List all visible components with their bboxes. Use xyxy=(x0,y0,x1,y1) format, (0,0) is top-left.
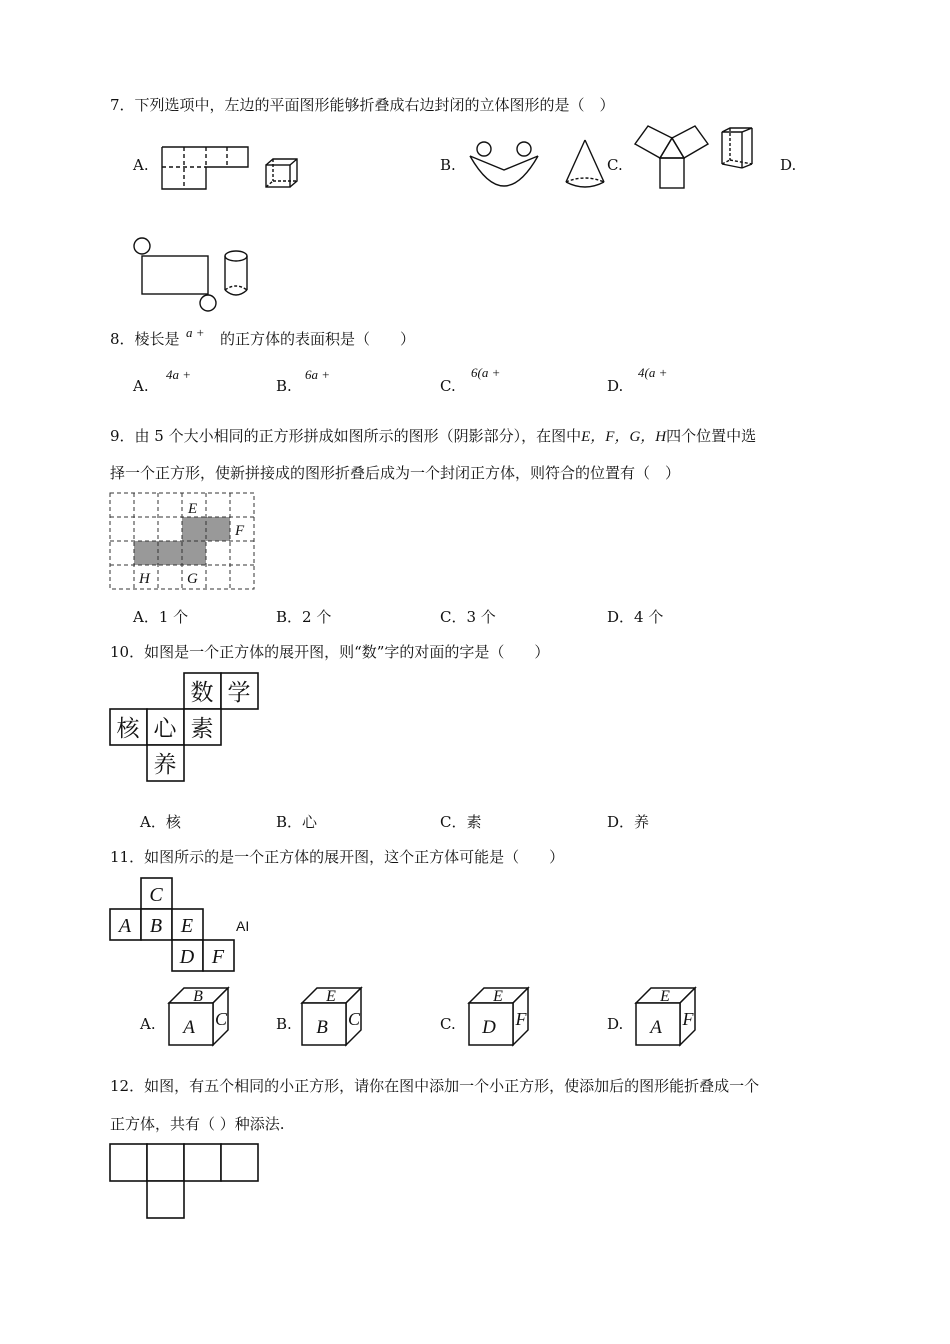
q11-d-front: A xyxy=(650,1017,662,1038)
q11-b-front: B xyxy=(316,1017,328,1038)
q8-stem-expr: a + xyxy=(186,325,205,340)
q8-option-d-expr: 4(a + xyxy=(638,365,668,380)
q8-option-b-expr: 6a + xyxy=(305,367,331,382)
q7-option-c-label[interactable]: C. xyxy=(607,156,623,174)
q9-label-g: G xyxy=(187,571,198,587)
q11-b-side: C xyxy=(347,1009,361,1029)
q11-net-letter-e: E xyxy=(180,915,194,937)
q11-b-top: E xyxy=(326,988,336,1005)
q11-net-letter-b: B xyxy=(149,915,163,937)
q7-option-a-figure xyxy=(160,145,300,193)
q10-option-d[interactable]: D．养 xyxy=(607,813,650,831)
q11-net-letter-f: F xyxy=(211,946,225,968)
q7-option-c-figure xyxy=(632,124,762,192)
q9-grid-figure xyxy=(110,493,256,591)
q11-d-top: E xyxy=(660,988,670,1005)
q8-option-c-label[interactable]: C. xyxy=(440,377,456,395)
q7-option-b-figure xyxy=(468,138,608,194)
q10-net-char-3: 核 xyxy=(116,716,140,741)
watermark-ai: AI xyxy=(236,918,250,934)
q11-option-b-label[interactable]: B. xyxy=(276,1015,292,1033)
q11-d-side: F xyxy=(682,1009,694,1029)
q10-net-char-6: 养 xyxy=(153,752,177,777)
q11-option-a-label[interactable]: A. xyxy=(140,1015,156,1033)
q7-option-b-label[interactable]: B. xyxy=(440,156,456,174)
q11-net-letter-c: C xyxy=(149,884,163,906)
q11-option-d-cube xyxy=(634,985,698,1047)
q9-option-b[interactable]: B．2 个 xyxy=(276,608,332,626)
q9-label-h: H xyxy=(139,571,150,587)
q11-c-front: D xyxy=(482,1017,496,1038)
q11-option-d-label[interactable]: D. xyxy=(607,1015,624,1033)
q9-stem-line2: 择一个正方形，使新拼接成的图形折叠后成为一个封闭正方体，则符合的位置有（ ） xyxy=(110,464,681,482)
q12-stem-line1: 12．如图，有五个相同的小正方形，请你在图中添加一个小正方形，使添加后的图形能折叠成一个 xyxy=(110,1077,760,1095)
q8-option-d-label[interactable]: D. xyxy=(607,377,624,395)
q8-option-a-label[interactable]: A. xyxy=(133,377,149,395)
q10-net-char-4: 心 xyxy=(153,716,177,741)
q8-option-c-expr: 6(a + xyxy=(471,365,501,380)
q10-stem: 10．如图是一个正方体的展开图，则“数”字的对面的字是（ ） xyxy=(110,643,550,661)
q11-a-front: A xyxy=(183,1017,195,1038)
q7-option-a-label[interactable]: A. xyxy=(133,156,149,174)
q10-option-c[interactable]: C．素 xyxy=(440,813,482,831)
q9-label-e: E xyxy=(188,501,198,517)
q10-net-figure xyxy=(109,672,261,784)
q9-option-d[interactable]: D．4 个 xyxy=(607,608,664,626)
q7-stem: 7．下列选项中，左边的平面图形能够折叠成右边封闭的立体图形的是（ ） xyxy=(110,96,615,114)
q10-net-char-1: 数 xyxy=(190,680,214,705)
q9-label-f: F xyxy=(235,523,245,539)
q10-option-a[interactable]: A．核 xyxy=(140,813,181,831)
q10-net-char-2: 学 xyxy=(227,680,251,705)
q12-stem-line2: 正方体，共有（ ）种添法. xyxy=(110,1115,285,1133)
q11-net-letter-d: D xyxy=(179,946,195,968)
q11-option-c-label[interactable]: C. xyxy=(440,1015,456,1033)
q11-option-c-cube xyxy=(467,985,531,1047)
q8-option-a-expr: 4a + xyxy=(166,367,192,382)
q11-option-b-cube xyxy=(300,985,364,1047)
q11-c-side: F xyxy=(515,1009,527,1029)
q11-net-figure xyxy=(109,877,239,975)
q11-net-letter-a: A xyxy=(118,915,132,937)
q11-option-a-cube xyxy=(167,985,231,1047)
q11-stem: 11．如图所示的是一个正方体的展开图，这个正方体可能是（ ） xyxy=(110,848,565,866)
q11-a-side: C xyxy=(214,1009,228,1029)
q9-option-c[interactable]: C．3 个 xyxy=(440,608,496,626)
q7-option-d-figure xyxy=(130,236,255,316)
q10-net-char-5: 素 xyxy=(190,716,214,741)
q8-stem-post: 的正方体的表面积是（ ） xyxy=(220,330,416,348)
q7-option-d-label[interactable]: D. xyxy=(780,156,797,174)
q12-squares-figure xyxy=(109,1143,261,1221)
q8-option-b-label[interactable]: B. xyxy=(276,377,292,395)
q9-option-a[interactable]: A．1 个 xyxy=(133,608,189,626)
q8-stem-pre: 8．棱长是 xyxy=(110,330,180,348)
q11-c-top: E xyxy=(493,988,503,1005)
q10-option-b[interactable]: B．心 xyxy=(276,813,318,831)
q9-stem-line1: 9．由 5 个大小相同的正方形拼成如图所示的图形（阴影部分），在图中E，F，G，H四个位置中选 xyxy=(110,427,757,445)
q11-a-top: B xyxy=(193,988,203,1005)
